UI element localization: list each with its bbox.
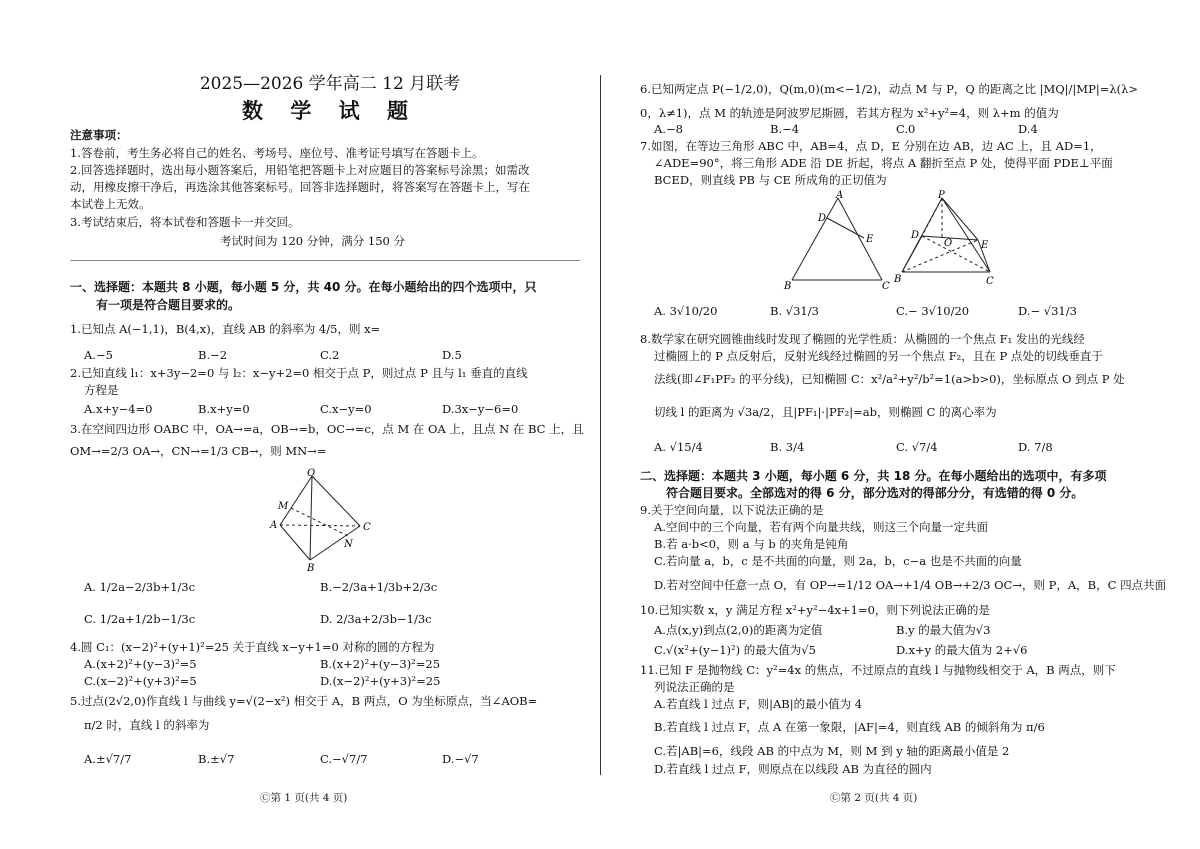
label-N: N — [344, 539, 353, 550]
q7-stem: 7.如图，在等边三角形 ABC 中，AB=4，点 D，E 分别在边 AB，边 AC 上，且 AD=1， — [640, 139, 1102, 153]
q6-stem-cont: 0，λ≠1)，点 M 的轨迹是阿波罗尼斯圆，若其方程为 x²+y²=4，则 λ+m 的值为 — [640, 106, 1059, 120]
q8-option-b[interactable]: B. 3/4 — [770, 440, 805, 454]
note-2-cont2: 本试卷上无效。 — [70, 197, 151, 211]
page-footer-left: Ⓒ第 1 页(共 4 页) — [260, 792, 348, 804]
q5-stem-cont: π/2 时，直线 l 的斜率为 — [84, 718, 210, 732]
q5-stem: 5.过点(2√2,0)作直线 l 与曲线 y=√(2−x²) 相交于 A，B 两点，O 为坐标原点，当∠AOB= — [70, 694, 538, 708]
q5-option-c[interactable]: C.−√7/7 — [320, 752, 368, 766]
page-footer-right: Ⓒ第 2 页(共 4 页) — [830, 792, 918, 804]
q10-option-d[interactable]: D.x+y 的最大值为 2+√6 — [896, 643, 1028, 657]
fig7-label-D2: D — [911, 230, 920, 241]
q1-stem: 1.已知点 A(−1,1)，B(4,x)，直线 AB 的斜率为 4/5，则 x= — [70, 322, 381, 336]
q11-stem: 11.已知 F 是抛物线 C：y²=4x 的焦点，不过原点的直线 l 与抛物线相交于 A，B 两点，则下 — [640, 663, 1116, 677]
q11-option-c[interactable]: C.若|AB|=6，线段 AB 的中点为 M，则 M 到 y 轴的距离最小值是 2 — [654, 744, 1010, 758]
q7-option-b[interactable]: B. √31/3 — [770, 304, 819, 318]
notes-heading: 注意事项： — [70, 128, 128, 142]
note-2: 2.回答选择题时，选出每小题答案后，用铅笔把答题卡上对应题目的答案标号涂黑；如需改 — [70, 163, 530, 177]
q3-option-c[interactable]: C. 1/2a+1/2b−1/3c — [84, 612, 196, 626]
q4-stem: 4.圆 C₁：(x−2)²+(y+1)²=25 关于直线 x−y+1=0 对称的圆的方程为 — [70, 640, 435, 654]
section-1-heading: 一、选择题：本题共 8 小题，每小题 5 分，共 40 分。在每小题给出的四个选项中，只 — [70, 280, 537, 294]
q5-option-d[interactable]: D.−√7 — [442, 752, 479, 766]
q5-option-b[interactable]: B.±√7 — [198, 752, 235, 766]
q4-option-a[interactable]: A.(x+2)²+(y−3)²=5 — [84, 657, 197, 671]
label-O: O — [307, 468, 316, 479]
q7-option-c[interactable]: C.− 3√10/20 — [896, 304, 970, 318]
q7-stem-cont2: BCED，则直线 PB 与 CE 所成角的正切值为 — [654, 173, 887, 187]
fig7-label-E: E — [866, 234, 874, 245]
fig7-label-O: O — [944, 238, 953, 249]
q7-option-d[interactable]: D.− √31/3 — [1018, 304, 1077, 318]
q3-option-d[interactable]: D. 2/3a+2/3b−1/3c — [320, 612, 432, 626]
q8-stem: 8.数学家在研究圆锥曲线时发现了椭圆的光学性质：从椭圆的一个焦点 F₁ 发出的光线经 — [640, 332, 1085, 346]
q6-stem: 6.已知两定点 P(−1/2,0)，Q(m,0)(m<−1/2)，动点 M 与 P，Q 的距离之比 |MQ|/|MP|=λ(λ> — [640, 82, 1139, 96]
note-3: 3.考试结束后，将本试卷和答题卡一并交回。 — [70, 215, 300, 229]
q4-option-d[interactable]: D.(x−2)²+(y+3)²=25 — [320, 674, 441, 688]
q3-option-b[interactable]: B.−2/3a+1/3b+2/3c — [320, 580, 438, 594]
q4-option-b[interactable]: B.(x+2)²+(y−3)²=25 — [320, 657, 441, 671]
q2-option-c[interactable]: C.x−y=0 — [320, 402, 372, 416]
exam-title: 2025—2026 学年高二 12 月联考 — [199, 74, 461, 94]
q9-option-a[interactable]: A.空间中的三个向量，若有两个向量共线，则这三个向量一定共面 — [654, 520, 988, 534]
fig7-label-E2: E — [981, 240, 989, 251]
q2-option-d[interactable]: D.3x−y−6=0 — [442, 402, 519, 416]
label-C: C — [363, 522, 371, 533]
q1-option-c[interactable]: C.2 — [320, 348, 340, 362]
q9-option-b[interactable]: B.若 a·b<0，则 a 与 b 的夹角是钝角 — [654, 537, 849, 551]
q4-option-c[interactable]: C.(x−2)²+(y+3)²=5 — [84, 674, 197, 688]
q8-stem-cont: 过椭圆上的 P 点反射后，反射光线经过椭圆的另一个焦点 F₂，且在 P 点处的切线垂直于 — [654, 349, 1103, 363]
folding-triangle-figure — [780, 190, 1000, 292]
section-2-heading: 二、选择题：本题共 3 小题，每小题 6 分，共 18 分。在每小题给出的选项中，有多项 — [640, 469, 1107, 483]
q8-stem-cont3: 切线 l 的距离为 √3a/2，且|PF₁|·|PF₂|=ab，则椭圆 C 的离心率为 — [654, 405, 997, 419]
exam-subtitle: 数 学 试 题 — [242, 98, 418, 123]
left-page — [70, 0, 590, 849]
label-B: B — [307, 563, 315, 572]
q10-stem: 10.已知实数 x，y 满足方程 x²+y²−4x+1=0，则下列说法正确的是 — [640, 603, 990, 617]
q1-option-a[interactable]: A.−5 — [84, 348, 113, 362]
q3-option-a[interactable]: A. 1/2a−2/3b+1/3c — [84, 580, 196, 594]
q9-option-d[interactable]: D.若对空间中任意一点 O，有 OP→=1/12 OA→+1/4 OB→+2/3 OC→，则 P，A，B，C 四点共面 — [654, 578, 1167, 592]
fig7-label-A: A — [836, 190, 844, 201]
q7-option-a[interactable]: A. 3√10/20 — [654, 304, 718, 318]
q10-option-c[interactable]: C.√(x²+(y−1)²) 的最大值为√5 — [654, 643, 816, 657]
section-1-heading-cont: 有一项是符合题目要求的。 — [96, 298, 241, 312]
fig7-label-D: D — [818, 213, 827, 224]
q11-stem-cont: 列说法正确的是 — [654, 680, 735, 694]
q6-option-a[interactable]: A.−8 — [654, 122, 683, 136]
header-rule — [70, 260, 580, 261]
q9-option-c[interactable]: C.若向量 a，b，c 是不共面的向量，则 2a，b，c−a 也是不共面的向量 — [654, 554, 1022, 568]
q8-option-c[interactable]: C. √7/4 — [896, 440, 938, 454]
q8-option-d[interactable]: D. 7/8 — [1018, 440, 1053, 454]
q6-option-d[interactable]: D.4 — [1018, 122, 1038, 136]
section-2-heading-cont: 符合题目要求。全部选对的得 6 分，部分选对的得部分分，有选错的得 0 分。 — [666, 486, 1084, 500]
fig7-label-C2: C — [986, 276, 994, 287]
q5-option-a[interactable]: A.±√7/7 — [84, 752, 132, 766]
note-2-cont: 动，用橡皮擦干净后，再选涂其他答案标号。回答非选择题时，将答案写在答题卡上，写在 — [70, 180, 530, 194]
q8-option-a[interactable]: A. √15/4 — [654, 440, 703, 454]
q11-option-b[interactable]: B.若直线 l 过点 F，点 A 在第一象限，|AF|=4，则直线 AB 的倾斜角为 π/6 — [654, 720, 1045, 734]
tetrahedron-figure — [260, 468, 380, 572]
q1-option-d[interactable]: D.5 — [442, 348, 462, 362]
q11-option-d[interactable]: D.若直线 l 过点 F，则原点在以线段 AB 为直径的圆内 — [654, 762, 932, 776]
note-1: 1.答卷前，考生务必将自己的姓名、考场号、座位号、准考证号填写在答题卡上。 — [70, 146, 484, 160]
q6-option-c[interactable]: C.0 — [896, 122, 916, 136]
page-divider — [600, 75, 601, 775]
q2-option-b[interactable]: B.x+y=0 — [198, 402, 250, 416]
q2-stem: 2.已知直线 l₁：x+3y−2=0 与 l₂：x−y+2=0 相交于点 P，则过点 P 且与 l₁ 垂直的直线 — [70, 366, 528, 380]
q1-option-b[interactable]: B.−2 — [198, 348, 228, 362]
q8-stem-cont2: 法线(即∠F₁PF₂ 的平分线)，已知椭圆 C：x²/a²+y²/b²=1(a>b>0)，坐标原点 O 到点 P 处 — [654, 372, 1125, 386]
fig7-label-P: P — [938, 190, 945, 201]
right-page — [640, 0, 1167, 849]
label-M: M — [278, 501, 289, 512]
fig7-label-C: C — [882, 281, 890, 292]
q3-stem-cont: OM→=2/3 OA→，CN→=1/3 CB→，则 MN→= — [70, 444, 327, 458]
fig7-label-B2: B — [894, 274, 902, 285]
q2-stem-cont: 方程是 — [84, 383, 119, 397]
q6-option-b[interactable]: B.−4 — [770, 122, 800, 136]
label-A: A — [270, 520, 278, 531]
exam-time: 考试时间为 120 分钟，满分 150 分 — [220, 234, 406, 248]
fig7-label-B: B — [784, 281, 792, 292]
q2-option-a[interactable]: A.x+y−4=0 — [84, 402, 153, 416]
q10-option-b[interactable]: B.y 的最大值为√3 — [896, 623, 991, 637]
q11-option-a[interactable]: A.若直线 l 过点 F，则|AB|的最小值为 4 — [654, 697, 863, 711]
q10-option-a[interactable]: A.点(x,y)到点(2,0)的距离为定值 — [654, 623, 823, 637]
q7-stem-cont: ∠ADE=90°，将三角形 ADE 沿 DE 折起，将点 A 翻折至点 P 处，使得平面 PDE⊥平面 — [654, 156, 1113, 170]
q3-stem: 3.在空间四边形 OABC 中，OA→=a，OB→=b，OC→=c，点 M 在 OA 上，且点 N 在 BC 上，且 — [70, 422, 584, 436]
q9-stem: 9.关于空间向量，以下说法正确的是 — [640, 503, 824, 517]
